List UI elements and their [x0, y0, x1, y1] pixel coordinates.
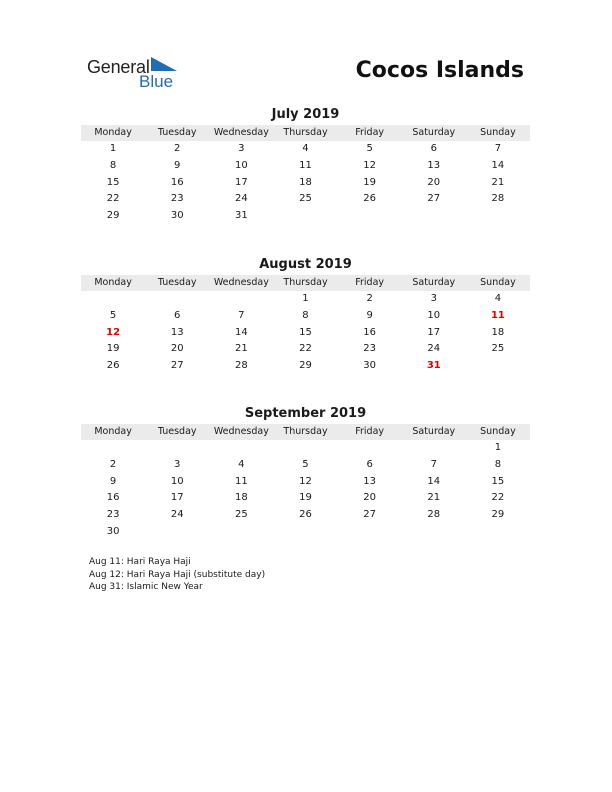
day-cell: 24 [427, 343, 441, 355]
day-cell [209, 440, 273, 457]
weekday-label: Saturday [412, 277, 456, 288]
week-row [81, 158, 530, 175]
day-cell: 3 [430, 293, 437, 304]
day-cell: 22 [299, 343, 312, 355]
day-cell [338, 440, 402, 457]
day-cell: 19 [106, 343, 120, 355]
day-cell: 15 [299, 326, 312, 338]
logo-word-blue: Blue [139, 72, 174, 91]
day-cell: 10 [234, 159, 248, 171]
week-row [81, 308, 530, 325]
day-cell: 13 [363, 475, 376, 487]
day-cell: 13 [427, 159, 441, 171]
week-row [81, 291, 530, 308]
weekday-label: Sunday [480, 426, 516, 437]
day-cell: 16 [170, 176, 184, 188]
day-cell: 8 [494, 458, 502, 470]
day-cell: 28 [234, 360, 248, 372]
day-cell: 31 [234, 210, 248, 222]
month-july [81, 106, 530, 225]
month-august [81, 256, 530, 375]
day-cell: 20 [363, 492, 376, 504]
day-cell: 28 [427, 509, 441, 521]
day-cell [145, 291, 209, 308]
day-cell: 9 [366, 309, 373, 321]
week-row [81, 341, 530, 358]
day-cell: 1 [494, 442, 502, 453]
day-cell: 22 [106, 193, 120, 205]
day-cell: 29 [106, 210, 120, 222]
logo-word-general: General [87, 57, 150, 77]
logo [87, 55, 197, 95]
day-cell: 23 [363, 343, 376, 355]
day-cell [273, 440, 337, 457]
day-cell: 26 [299, 509, 312, 521]
day-cell: 19 [363, 176, 376, 188]
weekday-label: Sunday [480, 277, 516, 288]
day-cell: 24 [170, 509, 184, 521]
day-cell: 18 [491, 326, 505, 338]
day-cell: 25 [491, 343, 505, 355]
day-cell: 17 [170, 492, 184, 504]
day-cell: 15 [106, 176, 120, 188]
day-cell: 27 [170, 360, 184, 372]
day-cell: 25 [299, 193, 312, 205]
day-cell: 8 [109, 159, 117, 171]
day-cell: 25 [234, 509, 248, 521]
day-cell: 4 [494, 293, 502, 304]
holiday-note: Aug 11: Hari Raya Haji [89, 557, 191, 567]
day-cell: 6 [366, 458, 373, 470]
weekday-label: Thursday [283, 127, 328, 138]
day-cell: 29 [299, 360, 312, 372]
month-september [81, 405, 530, 541]
holiday-note: Aug 31: Islamic New Year [89, 582, 203, 592]
week-row [81, 440, 530, 457]
weekday-header-row [81, 275, 530, 291]
day-cell: 1 [109, 143, 117, 154]
day-cell: 20 [427, 176, 441, 188]
day-cell: 15 [491, 475, 505, 487]
day-cell: 12 [363, 159, 376, 171]
day-cell [145, 440, 209, 457]
weekday-label: Saturday [412, 127, 456, 138]
day-cell: 12 [299, 475, 312, 487]
day-cell: 16 [106, 492, 120, 504]
day-cell: 21 [427, 492, 441, 504]
week-row [81, 325, 530, 342]
day-cell [402, 440, 466, 457]
day-cell: 9 [174, 159, 181, 171]
weekday-label: Tuesday [157, 277, 197, 288]
day-cell: 28 [491, 193, 505, 205]
weekday-header-row [81, 424, 530, 440]
day-cell [209, 291, 273, 308]
country-title: Cocos Islands [355, 58, 524, 83]
week-row [81, 208, 530, 225]
day-cell: 6 [174, 309, 181, 321]
day-cell: 7 [494, 143, 502, 154]
weekday-label: Friday [355, 277, 385, 288]
weekday-label: Saturday [412, 426, 456, 437]
day-cell: 7 [430, 458, 437, 470]
day-cell: 2 [109, 458, 117, 470]
weekday-label: Tuesday [157, 426, 197, 437]
holiday-day-cell: 12 [106, 326, 121, 338]
week-row [81, 490, 530, 507]
week-row [81, 524, 530, 541]
day-cell: 23 [106, 509, 120, 521]
day-cell: 4 [302, 143, 309, 154]
week-row [81, 358, 530, 375]
day-cell: 27 [363, 509, 376, 521]
day-cell: 3 [238, 143, 245, 154]
holiday-day-cell: 31 [426, 360, 441, 372]
day-cell: 29 [491, 509, 505, 521]
day-cell: 23 [170, 193, 184, 205]
day-cell [209, 524, 273, 541]
weekday-label: Thursday [283, 426, 328, 437]
day-cell [338, 208, 402, 225]
day-cell [273, 524, 337, 541]
day-cell: 2 [366, 293, 373, 304]
day-cell: 26 [363, 193, 376, 205]
holiday-note: Aug 12: Hari Raya Haji (substitute day) [89, 569, 266, 580]
day-cell: 22 [491, 492, 505, 504]
day-cell: 14 [427, 475, 441, 487]
day-cell: 16 [363, 326, 376, 338]
weekday-label: Tuesday [157, 127, 197, 138]
week-row [81, 457, 530, 474]
day-cell: 5 [366, 143, 373, 154]
day-cell: 17 [427, 326, 441, 338]
day-cell: 10 [427, 309, 441, 321]
day-cell: 30 [170, 210, 184, 222]
weekday-label: Wednesday [213, 426, 269, 437]
day-cell: 27 [427, 193, 441, 205]
holiday-notes [89, 556, 265, 594]
weekday-label: Sunday [480, 127, 516, 138]
weekday-label: Friday [355, 426, 385, 437]
day-cell: 26 [106, 360, 120, 372]
day-cell: 18 [234, 492, 248, 504]
weekday-label: Monday [94, 127, 132, 138]
day-cell: 11 [234, 475, 248, 487]
week-row [81, 191, 530, 208]
month-title: July 2019 [271, 107, 340, 122]
day-cell: 17 [234, 176, 248, 188]
day-cell [338, 524, 402, 541]
weekday-label: Wednesday [213, 127, 269, 138]
day-cell: 6 [430, 143, 437, 154]
weekday-label: Thursday [283, 277, 328, 288]
day-cell: 2 [174, 143, 181, 154]
day-cell: 19 [299, 492, 312, 504]
day-cell [273, 208, 337, 225]
month-title: September 2019 [244, 406, 367, 421]
day-cell: 1 [302, 293, 309, 304]
day-cell: 14 [234, 326, 248, 338]
day-cell: 30 [363, 360, 376, 372]
day-cell [466, 208, 530, 225]
day-cell: 8 [302, 309, 309, 321]
week-row [81, 175, 530, 192]
day-cell [466, 358, 530, 375]
day-cell [402, 208, 466, 225]
day-cell: 13 [170, 326, 184, 338]
day-cell: 20 [170, 343, 184, 355]
day-cell: 7 [238, 309, 245, 321]
day-cell: 18 [299, 176, 312, 188]
week-row [81, 507, 530, 524]
day-cell: 24 [234, 193, 248, 205]
weekday-label: Friday [355, 127, 385, 138]
day-cell: 10 [170, 475, 184, 487]
day-cell: 21 [491, 176, 505, 188]
day-cell [81, 440, 145, 457]
weekday-header-row [81, 125, 530, 141]
weekday-label: Wednesday [213, 277, 269, 288]
month-title: August 2019 [259, 257, 352, 272]
day-cell: 30 [106, 525, 120, 537]
week-row [81, 474, 530, 491]
day-cell: 5 [302, 458, 309, 470]
day-cell: 5 [109, 309, 117, 321]
day-cell: 11 [299, 159, 312, 171]
day-cell [81, 291, 145, 308]
day-cell [145, 524, 209, 541]
week-row [81, 141, 530, 158]
weekday-label: Monday [94, 277, 132, 288]
day-cell: 21 [234, 343, 248, 355]
day-cell: 3 [174, 458, 181, 470]
day-cell [466, 524, 530, 541]
day-cell: 14 [491, 159, 505, 171]
day-cell [402, 524, 466, 541]
day-cell: 4 [238, 458, 245, 470]
holiday-day-cell: 11 [490, 309, 505, 321]
weekday-label: Monday [94, 426, 132, 437]
day-cell: 9 [109, 475, 117, 487]
